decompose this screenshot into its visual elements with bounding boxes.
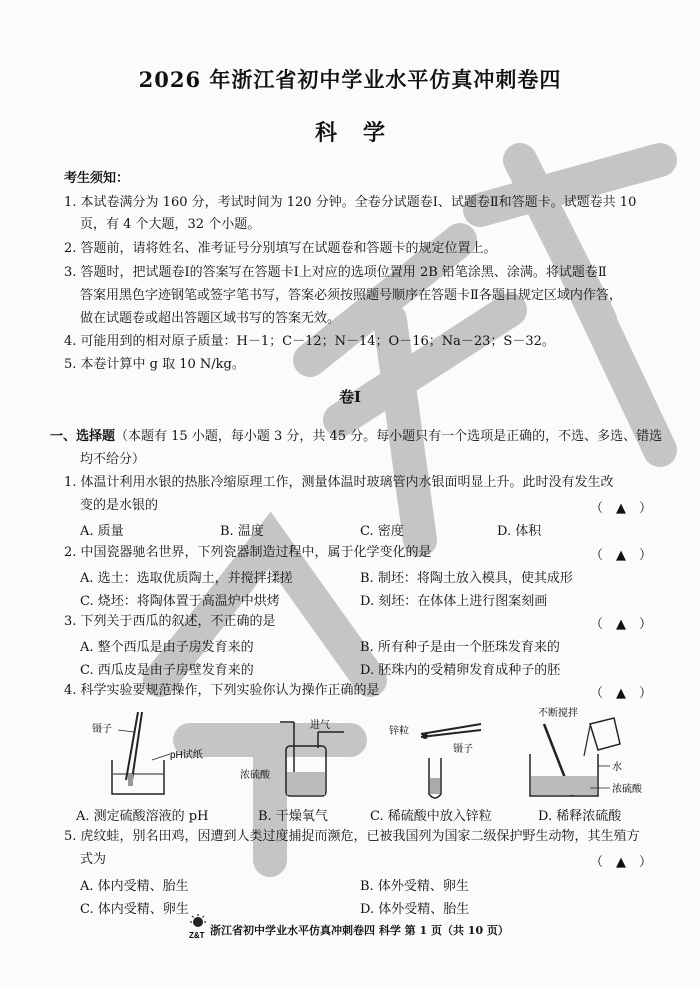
q3-option-c: C. 西瓜皮是由子房壁发育来的	[80, 663, 254, 678]
q5-option-b: B. 体外受精、卵生	[360, 879, 469, 894]
q5-option-d: D. 体外受精、胎生	[360, 902, 470, 917]
notice-line-4: 4. 可能用到的相对原子质量：H－1；C－12；N－14；O－16；Na－23；S－32。	[64, 334, 555, 349]
q3-answer-mark: （ ▲ ）	[590, 617, 652, 632]
publisher-logo-text: Z&T	[189, 931, 205, 940]
notice-line-2: 2. 答题前，请将姓名、准考证号分别填写在试题卷和答题卡的规定位置上。	[64, 241, 497, 256]
q5-stem: 5. 虎纹蛙，别名田鸡，因遭到人类过度捕捉而濒危，已被我国列为国家二级保护野生动物，其生殖方	[64, 829, 640, 844]
q4-figure-d	[528, 704, 668, 802]
q4-fig-b-label-acid: 浓硫酸	[240, 770, 270, 781]
q1-answer-mark: （ ▲ ）	[590, 501, 652, 516]
q5-answer-mark: （ ▲ ）	[590, 855, 652, 870]
notice-line-3: 3. 答题时，把试题卷Ⅰ的答案写在答题卡Ⅰ上对应的选项位置用 2B 铅笔涂黑、涂满。将试题卷Ⅱ	[64, 265, 607, 280]
q4-fig-d-label-stir: 不断搅拌	[538, 708, 578, 719]
q4-figure-a	[90, 708, 240, 800]
q2-option-b: B. 制坯：将陶土放入模具，使其成形	[360, 571, 573, 586]
notice-heading: 考生须知：	[64, 171, 130, 186]
q2-answer-mark: （ ▲ ）	[590, 548, 652, 563]
q3-option-b: B. 所有种子是由一个胚珠发育来的	[360, 640, 560, 655]
q2-option-c: C. 烧坯：将陶体置于高温炉中烘烤	[80, 594, 280, 609]
part-heading: 一、选择题	[50, 429, 116, 444]
q4-figure-b	[240, 718, 370, 800]
q1-option-b: B. 温度	[220, 524, 264, 539]
notice-line-5: 5. 本卷计算中 g 取 10 N/kg。	[64, 357, 245, 372]
q1-option-a: A. 质量	[80, 524, 124, 539]
q4-stem: 4. 科学实验要规范操作，下列实验你认为操作正确的是	[64, 683, 380, 698]
q4-fig-a-label-tweezers: 镊子	[92, 724, 112, 735]
exam-title: 2026 年浙江省初中学业水平仿真冲刺卷四	[138, 67, 562, 92]
q4-fig-d-label-water: 水	[612, 762, 622, 773]
part-description: （本题有 15 小题，每小题 3 分，共 45 分。每小题只有一个选项是正确的，不选、多选、错选	[115, 429, 663, 444]
q4-option-a: A. 测定硫酸溶液的 pH	[76, 809, 209, 824]
q4-figure-c	[385, 722, 505, 802]
q4-option-b: B. 干燥氧气	[258, 809, 328, 824]
section-title: 卷Ⅰ	[338, 388, 362, 406]
q5-stem-2: 式为	[80, 852, 107, 867]
q1-stem: 1. 体温计利用水银的热胀冷缩原理工作，测量体温时玻璃管内水银面明显上升。此时没有发生改	[64, 475, 614, 490]
q2-option-a: A. 选土：选取优质陶土，并搅拌揉搓	[80, 571, 293, 586]
q4-option-c: C. 稀硫酸中放入锌粒	[370, 809, 492, 824]
part-description-2: 均不给分）	[80, 452, 146, 467]
notice-line-3c: 做在试题卷或超出答题区域书写的答案无效。	[80, 311, 341, 326]
q1-option-d: D. 体积	[497, 524, 542, 539]
q4-option-d: D. 稀释浓硫酸	[538, 809, 622, 824]
q1-option-c: C. 密度	[360, 524, 404, 539]
q3-option-a: A. 整个西瓜是由子房发育来的	[80, 640, 254, 655]
q4-fig-c-label-tweezers: 镊子	[453, 744, 473, 755]
notice-line-3b: 答案用黑色字迹钢笔或签字笔书写，答案必须按照题号顺序在答题卡Ⅱ各题目规定区域内作答，	[80, 288, 622, 303]
part-heading-line	[50, 428, 662, 446]
q2-option-d: D. 刻坯：在体体上进行图案刻画	[360, 594, 548, 609]
publisher-logo-icon	[188, 914, 208, 940]
notice-line-1: 1. 本试卷满分为 160 分，考试时间为 120 分钟。全卷分试题卷Ⅰ、试题卷Ⅱ和答题卡。试题卷共 10	[64, 195, 637, 210]
q1-stem-2: 变的是水银的	[80, 498, 159, 513]
q4-fig-a-label-paper: pH试纸	[170, 750, 203, 761]
page-footer: 浙江省初中学业水平仿真冲刺卷四 科学 第 1 页（共 10 页）	[210, 924, 509, 937]
q3-option-d: D. 胚珠内的受精卵发育成种子的胚	[360, 663, 561, 678]
q5-option-a: A. 体内受精、胎生	[80, 879, 189, 894]
q3-stem: 3. 下列关于西瓜的叙述，不正确的是	[64, 614, 276, 629]
exam-subject: 科学	[314, 120, 411, 146]
q5-option-c: C. 体内受精、卵生	[80, 902, 189, 917]
q2-stem: 2. 中国瓷器驰名世界，下列瓷器制造过程中，属于化学变化的是	[64, 545, 432, 560]
q4-answer-mark: （ ▲ ）	[590, 686, 652, 701]
q4-fig-d-label-acid: 浓硫酸	[612, 784, 642, 795]
notice-line-1b: 页，有 4 个大题，32 个小题。	[80, 217, 261, 232]
q4-fig-b-label-inlet: 进气	[310, 720, 330, 731]
q4-fig-c-label-zinc: 锌粒	[389, 726, 409, 737]
